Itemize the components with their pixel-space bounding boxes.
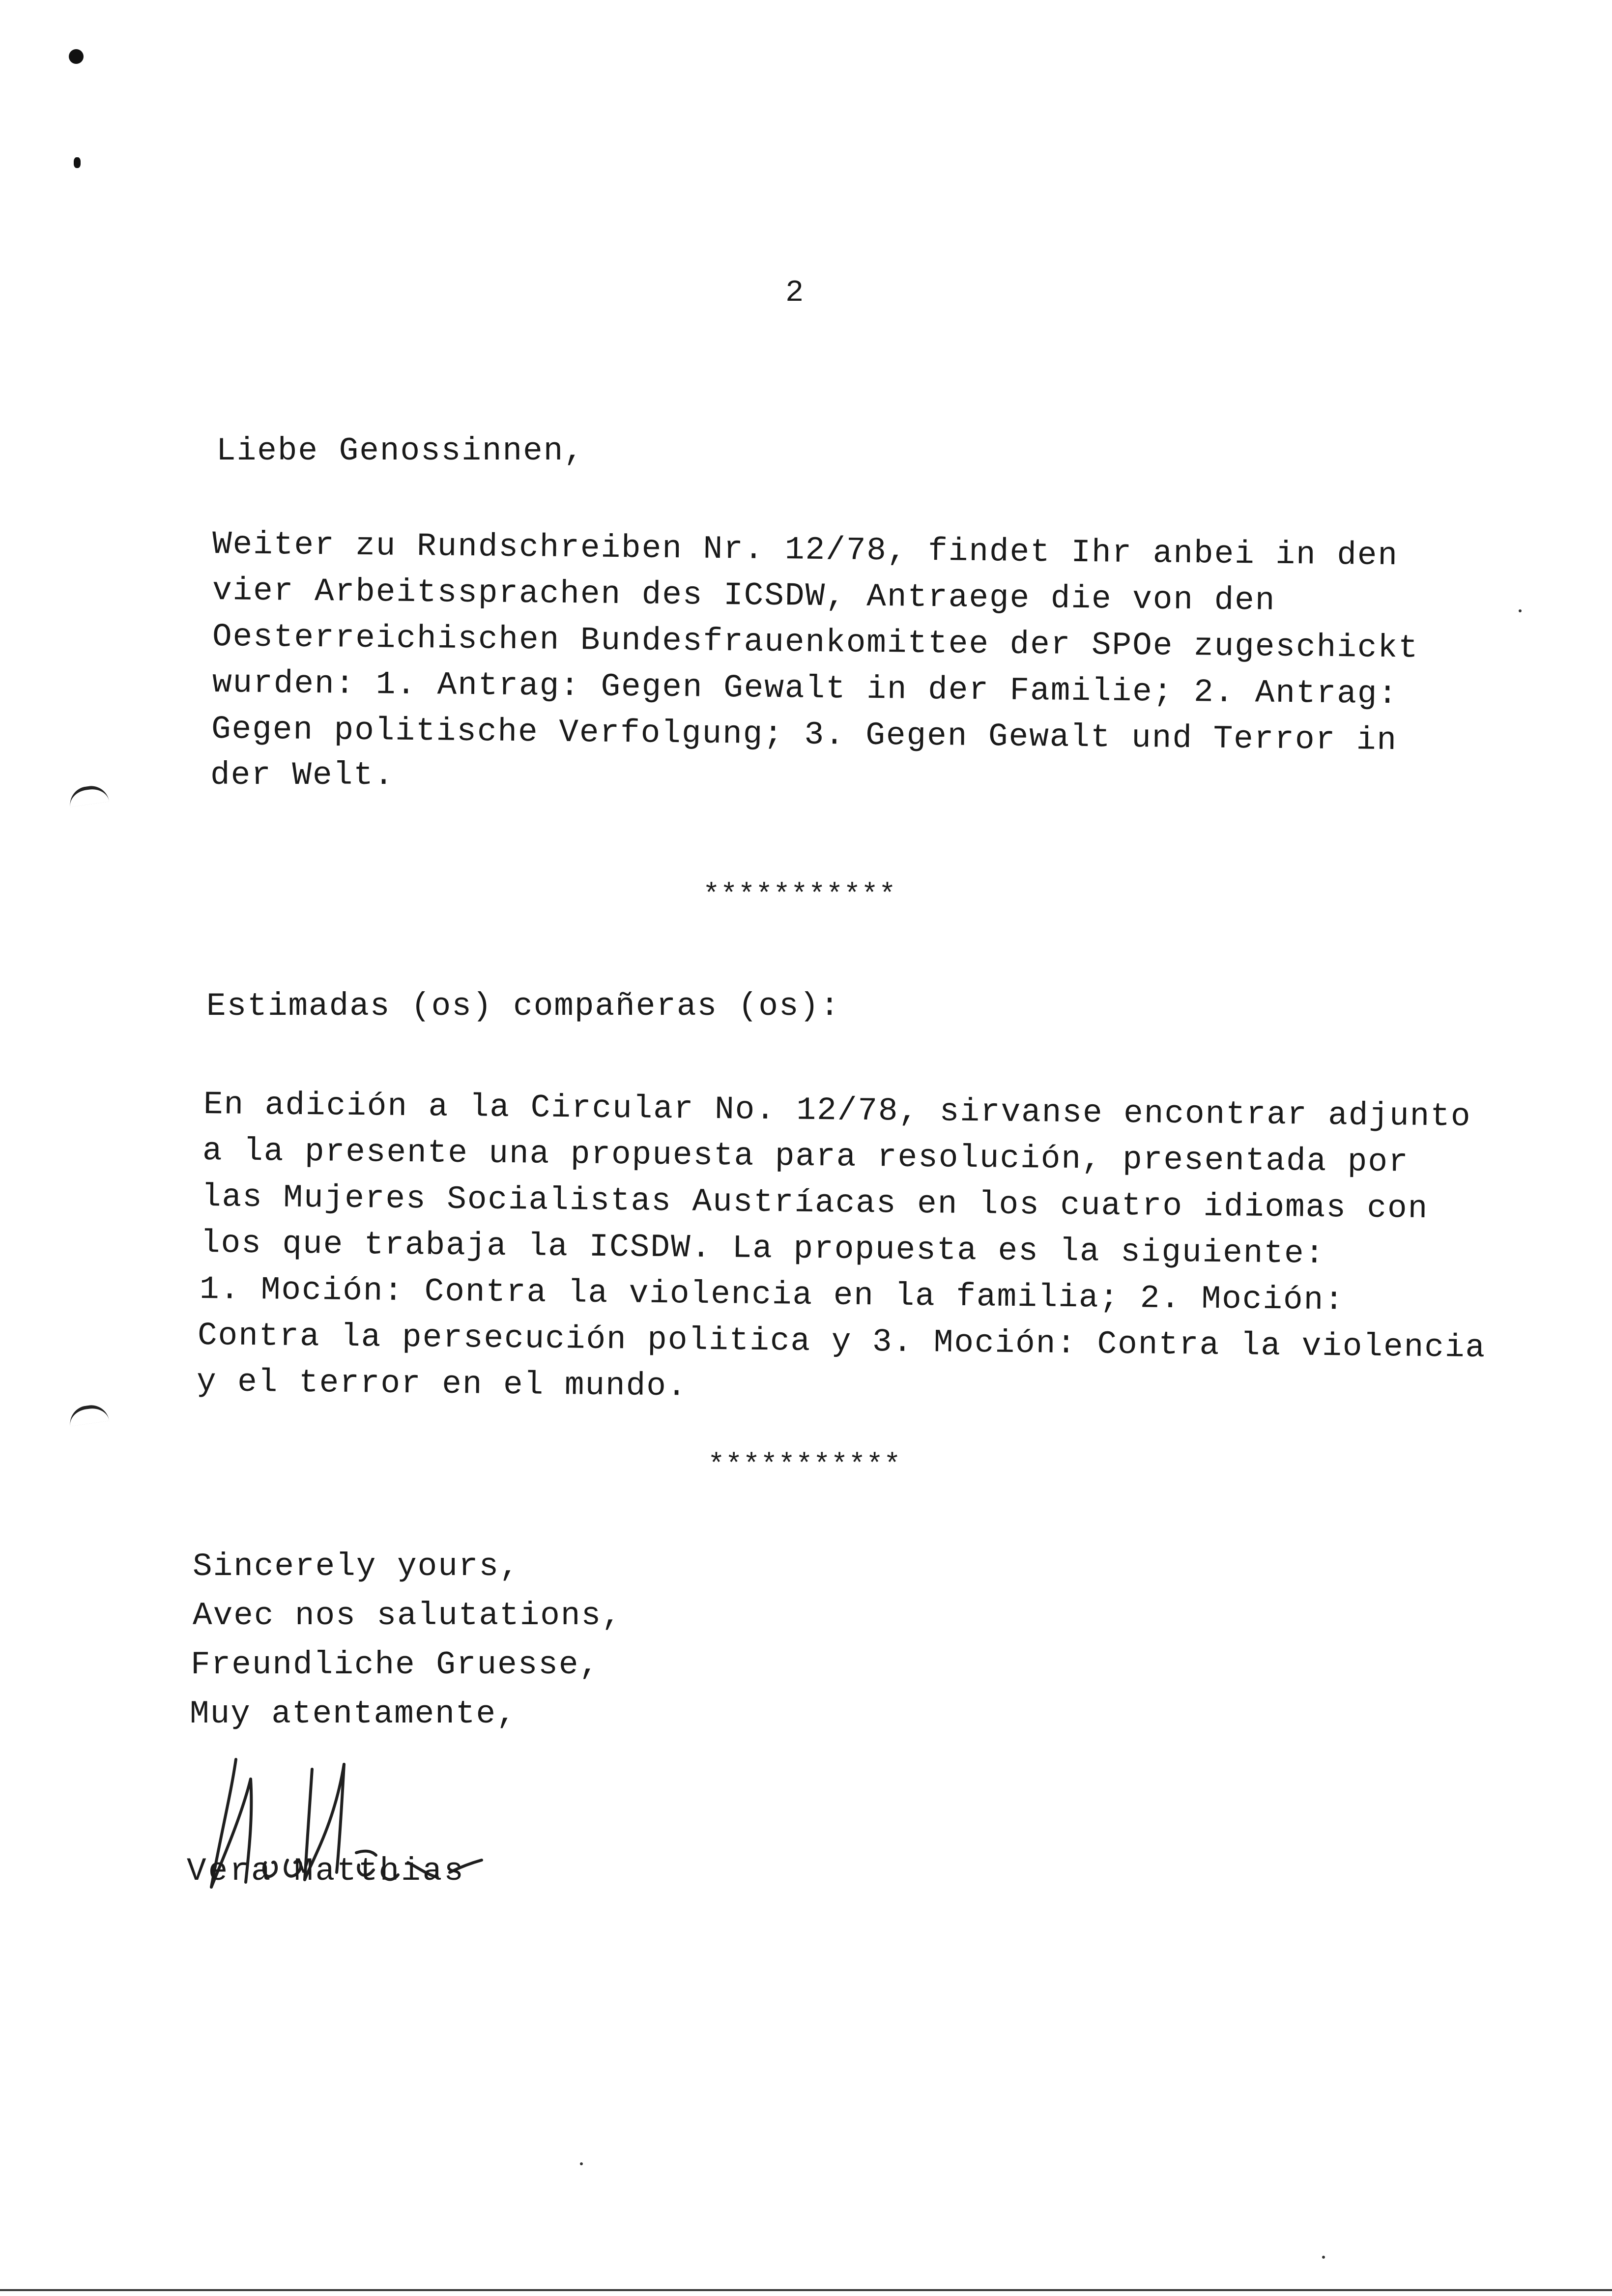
german-body-line: Oesterreichischen Bundesfrauenkomittee der SPOe zugeschickt: [212, 618, 1419, 667]
spanish-body-line: las Mujeres Socialistas Austríacas en los cuatro idiomas con: [201, 1178, 1429, 1227]
section-separator: ***********: [703, 880, 896, 912]
closing-line: Freundliche Gruesse,: [191, 1646, 600, 1683]
german-salutation: Liebe Genossinnen,: [216, 432, 584, 469]
page-bottom-edge: [0, 2289, 1612, 2291]
signatory-name: Vera Matthias: [187, 1853, 465, 1890]
section-separator: ***********: [708, 1450, 901, 1482]
spanish-salutation: Estimadas (os) compañeras (os):: [206, 988, 840, 1025]
german-body-line: wurden: 1. Antrag: Gegen Gewalt in der Familie; 2. Antrag:: [212, 664, 1399, 713]
spanish-body-line: Contra la persecución politica y 3. Moción: Contra la violencia: [197, 1317, 1486, 1367]
closing-line: Sincerely yours,: [193, 1548, 520, 1585]
closing-line: Avec nos salutations,: [193, 1597, 622, 1634]
german-body-line: vier Arbeitssprachen des ICSDW, Antraege die von den: [212, 572, 1276, 619]
punch-hole-top: [69, 49, 84, 64]
spanish-body-line: y el terror en el mundo.: [196, 1363, 688, 1405]
punch-hole-small: [74, 157, 81, 168]
scan-speck: [1519, 609, 1522, 612]
scan-speck: [580, 2162, 583, 2165]
german-body-line: Gegen politische Verfolgung; 3. Gegen Gewalt und Terror in: [211, 711, 1398, 759]
spanish-body-line: En adición a la Circular No. 12/78, sirvanse encontrar adjunto: [203, 1086, 1471, 1135]
margin-mark-upper: [68, 784, 109, 807]
closing-line: Muy atentamente,: [190, 1695, 517, 1732]
page-number: 2: [785, 275, 804, 310]
german-body-line: der Welt.: [210, 757, 395, 794]
spanish-body-line: 1. Moción: Contra la violencia en la familia; 2. Moción:: [199, 1271, 1345, 1319]
german-body-line: Weiter zu Rundschreiben Nr. 12/78, findet Ihr anbei in den: [212, 526, 1399, 574]
spanish-body-line: a la presente una propuesta para resolución, presentada por: [202, 1132, 1410, 1181]
scan-speck: [1322, 2256, 1325, 2259]
spanish-body-line: los que trabaja la ICSDW. La propuesta es la siguiente:: [200, 1225, 1325, 1272]
margin-mark-lower: [68, 1403, 109, 1427]
